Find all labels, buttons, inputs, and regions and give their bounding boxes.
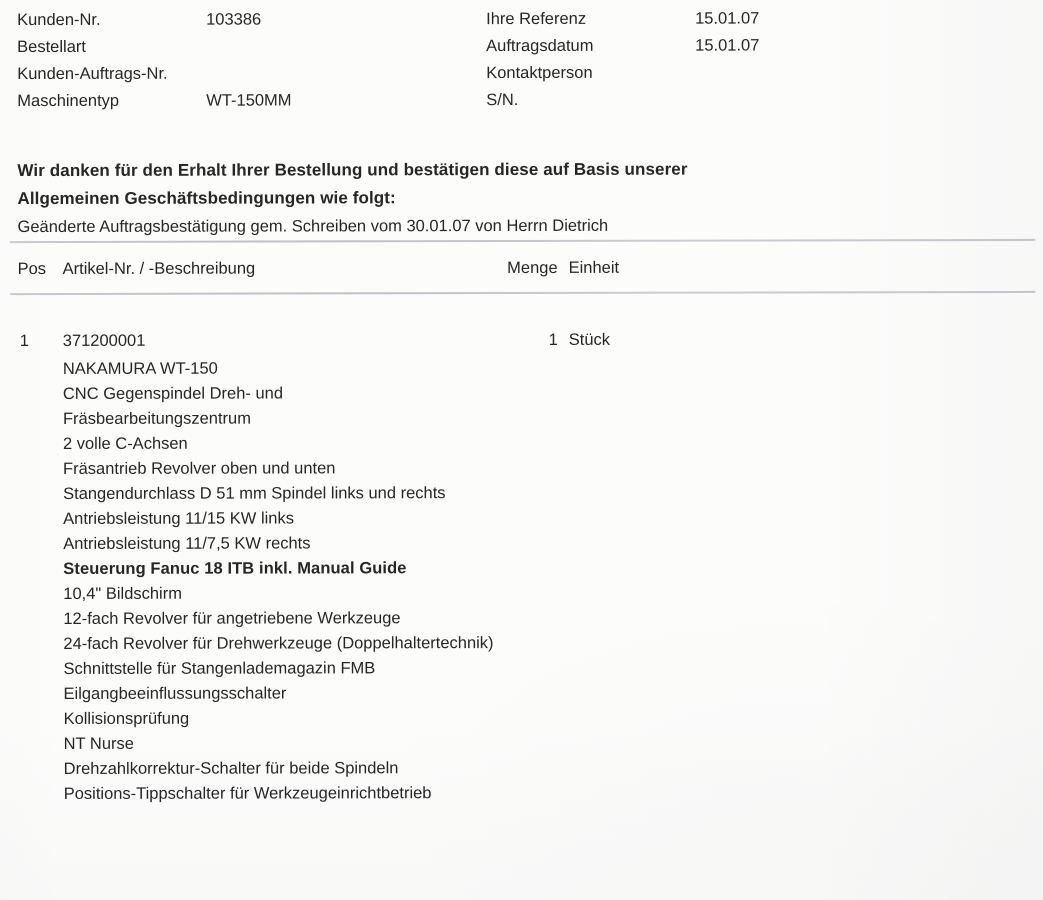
order-date-value: 15.01.07 bbox=[695, 36, 760, 55]
item-description-line: Antriebsleistung 11/7,5 KW rechts bbox=[63, 534, 311, 553]
machine-type-value: WT-150MM bbox=[206, 91, 292, 110]
item-description-line: Kollisionsprüfung bbox=[63, 709, 190, 728]
intro-paragraph bbox=[17, 155, 877, 241]
item-description-line: Drehzahlkorrektur-Schalter für beide Spindeln bbox=[63, 759, 399, 778]
item-description-line: Fräsbearbeitungszentrum bbox=[62, 409, 251, 428]
item-article-number: 371200001 bbox=[62, 331, 146, 350]
customer-number-value: 103386 bbox=[206, 10, 262, 29]
item-description-line: Antriebsleistung 11/15 KW links bbox=[63, 509, 294, 528]
meta-fields-left bbox=[17, 10, 456, 119]
meta-row-serial-number bbox=[486, 90, 875, 118]
order-type-value bbox=[206, 37, 456, 38]
meta-row-order-type bbox=[17, 37, 456, 65]
header-quantity: Menge bbox=[507, 258, 558, 278]
item-unit: Stück bbox=[568, 330, 611, 349]
item-description-line: NT Nurse bbox=[63, 734, 134, 753]
meta-row-customer-number bbox=[17, 10, 456, 38]
meta-row-order-date bbox=[486, 36, 875, 64]
customer-number-label: Kunden-Nr. bbox=[17, 10, 101, 30]
order-date-label: Auftragsdatum bbox=[486, 36, 594, 56]
machine-type-label: Maschinentyp bbox=[17, 91, 120, 111]
meta-row-contact-person bbox=[486, 63, 875, 91]
order-type-label: Bestellart bbox=[17, 37, 86, 57]
item-description-line: 24-fach Revolver für Drehwerkzeuge (Doppelhaltertechnik) bbox=[63, 634, 494, 653]
item-description-line: 10,4" Bildschirm bbox=[63, 584, 182, 603]
item-description-line: 12-fach Revolver für angetriebene Werkzeuge bbox=[63, 609, 401, 628]
meta-fields-right bbox=[486, 9, 875, 118]
meta-row-customer-order-number bbox=[17, 64, 456, 92]
confirmation-statement-line1: Wir danken für den Erhalt Ihrer Bestellung und bestätigen diese auf Basis unserer bbox=[17, 159, 688, 181]
item-description-line: Steuerung Fanuc 18 ITB inkl. Manual Guide bbox=[63, 559, 407, 578]
table-header-row bbox=[0, 258, 1043, 282]
item-quantity: 1 bbox=[548, 330, 558, 349]
item-description-line: Positions-Tippschalter für Werkzeugeinrichtbetrieb bbox=[63, 784, 432, 803]
header-pos: Pos bbox=[17, 259, 47, 279]
item-description-line: Fräsantrieb Revolver oben und unten bbox=[63, 459, 336, 478]
item-description-list bbox=[63, 356, 684, 807]
serial-number-label: S/N. bbox=[486, 91, 519, 110]
your-reference-label: Ihre Referenz bbox=[486, 9, 587, 29]
item-description-line: 2 volle C-Achsen bbox=[62, 434, 188, 453]
item-description-line: Stangendurchlass D 51 mm Spindel links und rechts bbox=[63, 484, 446, 503]
customer-order-number-value bbox=[206, 64, 456, 65]
table-row bbox=[0, 330, 1043, 354]
your-reference-value: 15.01.07 bbox=[695, 9, 760, 28]
contact-person-label: Kontaktperson bbox=[486, 63, 593, 83]
meta-row-machine-type bbox=[17, 91, 456, 119]
header-article: Artikel-Nr. / -Beschreibung bbox=[62, 259, 256, 278]
meta-row-your-reference bbox=[486, 9, 875, 37]
item-description-line: Schnittstelle für Stangenlademagazin FMB bbox=[63, 659, 376, 678]
customer-order-number-label: Kunden-Auftrags-Nr. bbox=[17, 64, 168, 84]
header-unit: Einheit bbox=[568, 258, 620, 277]
confirmation-statement-line2: Allgemeinen Geschäftsbedingungen wie folgt: bbox=[17, 188, 396, 209]
item-position: 1 bbox=[19, 332, 29, 351]
item-description-line: CNC Gegenspindel Dreh- und bbox=[62, 384, 284, 403]
amendment-note: Geänderte Auftragsbestätigung gem. Schreiben vom 30.01.07 von Herrn Dietrich bbox=[17, 216, 609, 237]
item-description-line: Eilgangbeeinflussungsschalter bbox=[63, 684, 287, 703]
table-header-rule bbox=[10, 291, 1036, 295]
item-description-line: NAKAMURA WT-150 bbox=[62, 359, 218, 378]
